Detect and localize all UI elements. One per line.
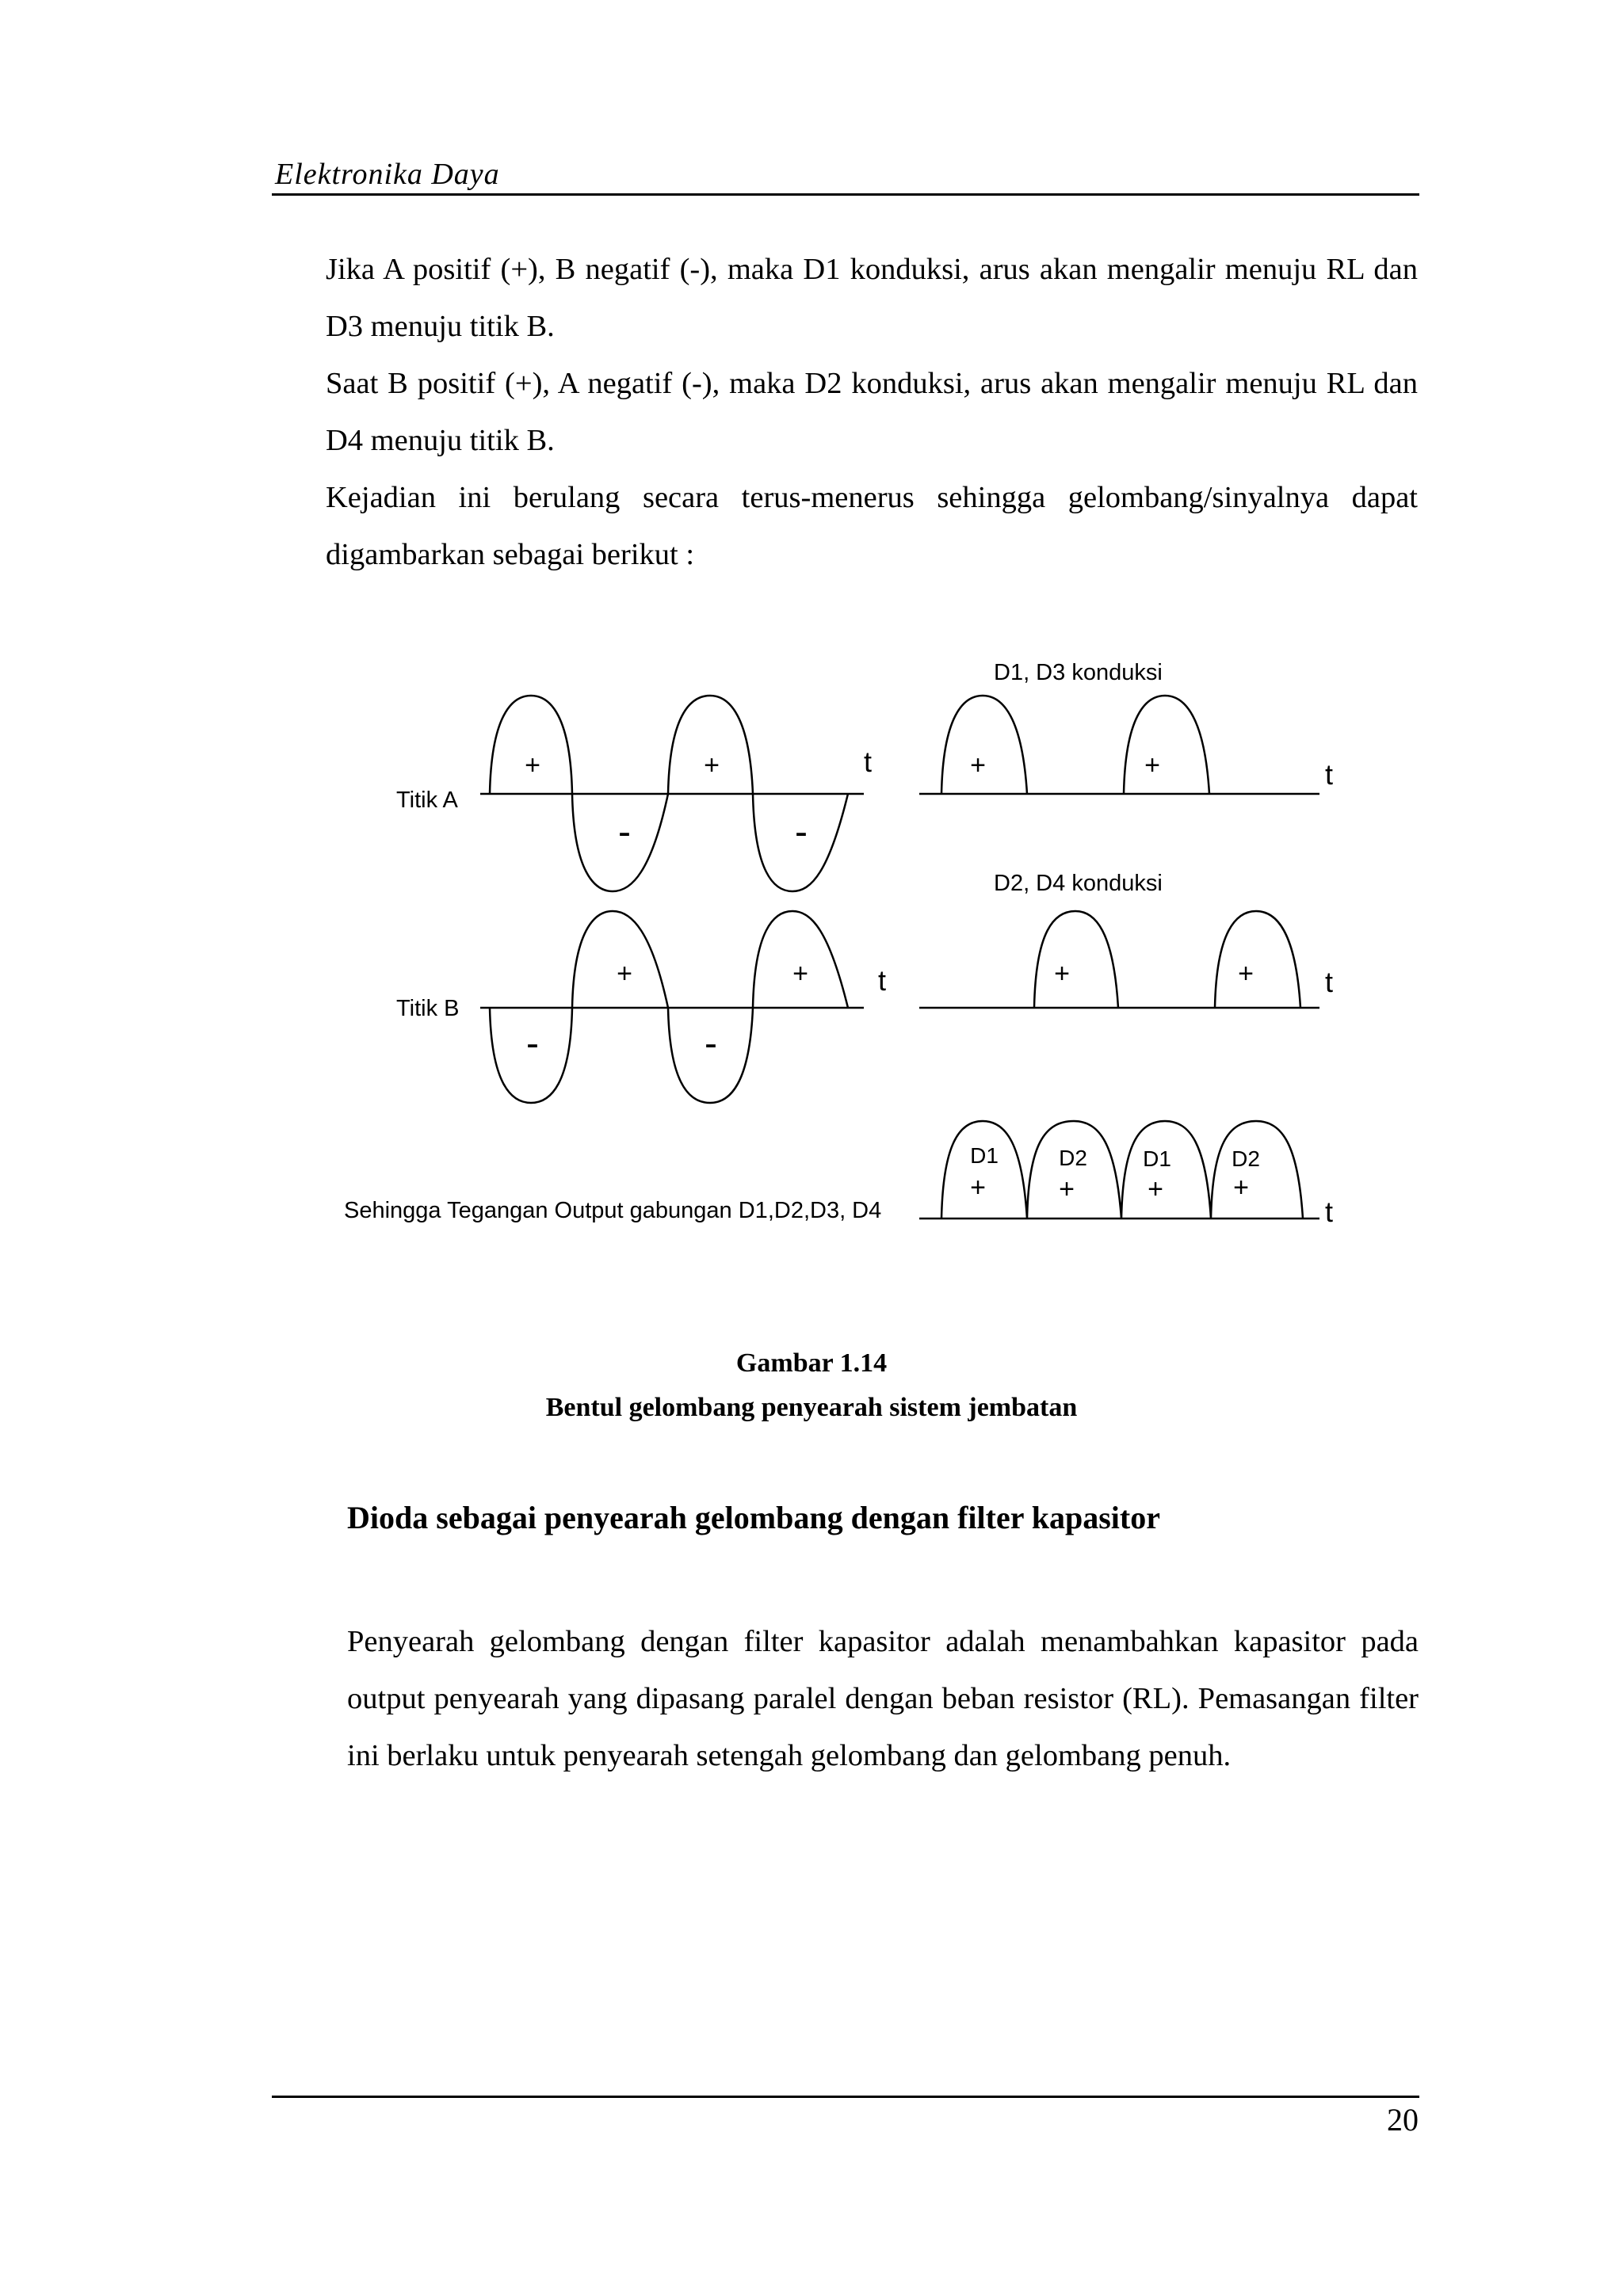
plus-sign: + — [792, 959, 808, 989]
d2-label: D2 — [1232, 1146, 1260, 1171]
d1-label: D1 — [970, 1143, 999, 1168]
section-paragraph: Penyearah gelombang dengan filter kapasitor adalah menambahkan kapasitor pada output penyearah yang dipasang paralel dengan beban resistor (RL). Pemasangan filter ini berlaku untuk penyearah setengah gelombang dan gelombang penuh. — [347, 1625, 1419, 1772]
output-label: Sehingga Tegangan Output gabungan D1,D2,D3, D4 — [344, 1198, 882, 1223]
bridge-rectifier-waveform-diagram — [333, 642, 1363, 1260]
paragraph-1: Jika A positif (+), B negatif (-), maka D1 konduksi, arus akan mengalir menuju RL dan D3 menuju titik B. — [326, 253, 1418, 343]
plus-sign: + — [1238, 959, 1254, 989]
d2d4-pulse-1 — [1034, 911, 1118, 1008]
minus-sign: - — [526, 1023, 539, 1065]
paragraph-3: Kejadian ini berulang secara terus-menerus sehingga gelombang/sinyalnya dapat digambarkan sebagai berikut : — [326, 481, 1418, 571]
paragraph-2: Saat B positif (+), A negatif (-), maka D2 konduksi, arus akan mengalir menuju RL dan D4 menuju titik B. — [326, 367, 1418, 457]
plus-sign: + — [970, 750, 986, 780]
t-label: t — [864, 746, 873, 778]
figure-title: Bentul gelombang penyearah sistem jembatan — [545, 1393, 1078, 1422]
plus-sign: + — [1059, 1174, 1075, 1204]
section-heading: Dioda sebagai penyearah gelombang dengan filter kapasitor — [347, 1500, 1160, 1535]
plus-sign: + — [1233, 1173, 1249, 1203]
page-header-title: Elektronika Daya — [275, 158, 500, 191]
plus-sign: + — [970, 1173, 986, 1203]
minus-sign: - — [795, 811, 808, 853]
section-text — [347, 1613, 1419, 1784]
plus-sign: + — [704, 750, 720, 780]
plus-sign: + — [617, 959, 632, 989]
plus-sign: + — [1144, 750, 1160, 780]
minus-sign: - — [705, 1023, 717, 1065]
footer-rule — [272, 2096, 1419, 2098]
d1d3-label: D1, D3 konduksi — [994, 660, 1163, 685]
d2d4-label: D2, D4 konduksi — [994, 871, 1163, 896]
minus-sign: - — [618, 811, 631, 853]
plus-sign: + — [525, 750, 540, 780]
header-rule — [272, 193, 1419, 196]
titik-b-label: Titik B — [396, 996, 460, 1021]
t-label: t — [1325, 758, 1334, 791]
d2d4-pulse-2 — [1215, 911, 1300, 1008]
titik-a-label: Titik A — [396, 788, 458, 813]
t-label: t — [1325, 1196, 1334, 1228]
d1-label: D1 — [1143, 1146, 1171, 1171]
page-number: 20 — [1387, 2102, 1419, 2138]
figure-number: Gambar 1.14 — [735, 1348, 888, 1378]
plus-sign: + — [1054, 959, 1070, 989]
t-label: t — [1325, 966, 1334, 998]
d1d3-pulse-2 — [1124, 696, 1209, 794]
plus-sign: + — [1148, 1174, 1163, 1204]
intro-text — [326, 241, 1418, 583]
t-label: t — [878, 964, 887, 997]
d2-label: D2 — [1059, 1146, 1087, 1170]
